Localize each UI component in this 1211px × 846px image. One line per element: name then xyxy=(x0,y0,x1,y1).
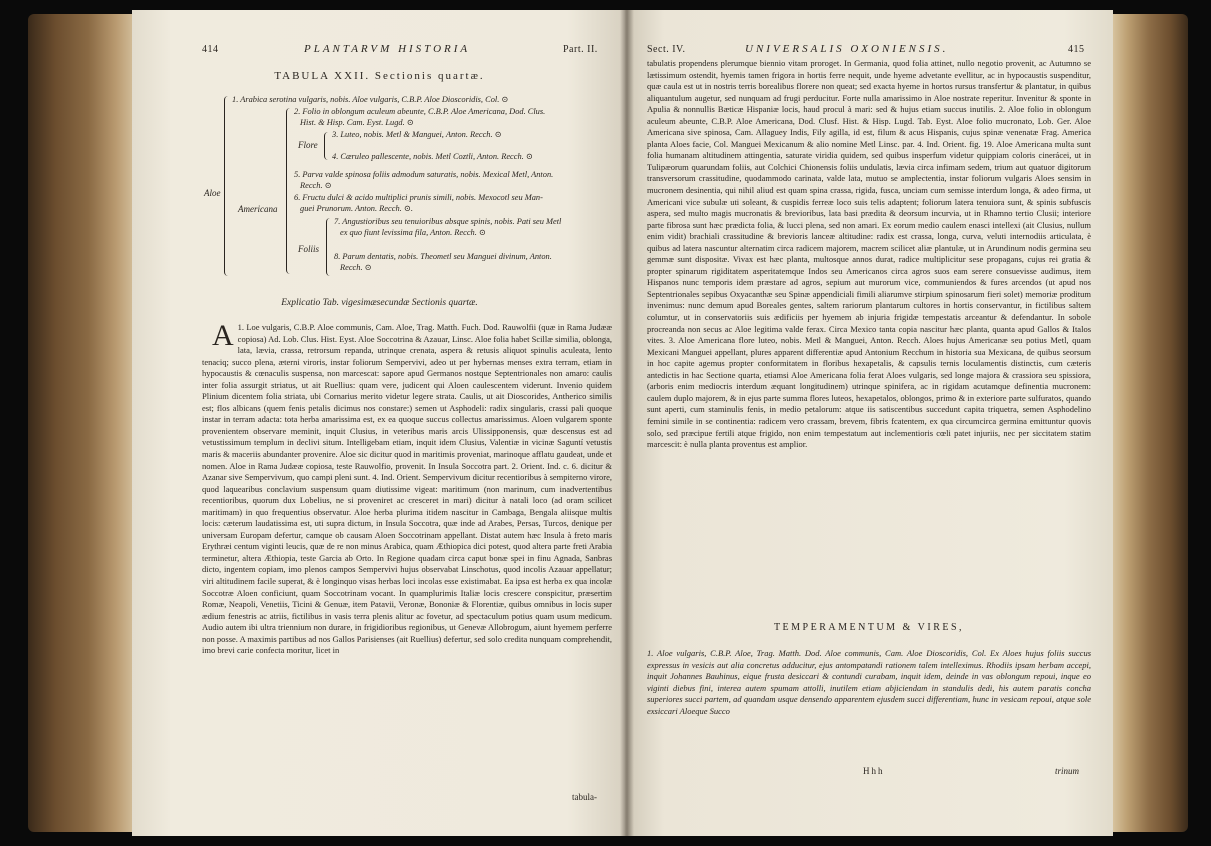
virtues-paragraph: 1. Aloe vulgaris, C.B.P. Aloe, Trag. Matth. Dod. Aloe communis, Cam. Aloe Dioscoridis, Col. Ex Aloes hujus foliis succus expressus in vesicis aut alia concretus adducitur, ejus antompatandi rationem talem intelleximus. Rhodiis ipsam herbam accepi, inquit Johannes Bauhinus, eique frusta desiccari & contundi curabam, inquit idem, deinde in vas oblongum repoui, inque eo viginti diebus fini, interea autem spumam attolli, inutilem etiam abjiciendam in standulis dedi, his autem paratis concha superiores succi partem, ad quandam usque densendo apparentem ejusdem succi differentiam, hunc in vesicam repoui, atque sole exsiccari Aloeque Succo xyxy=(647,648,1091,716)
tree-item-2b: Hist. & Hisp. Cam. Eyst. Lugd. ⊙ xyxy=(300,118,414,127)
book-gutter xyxy=(620,10,634,836)
tree-item-7a: 7. Angustioribus seu tenuioribus absque spinis, nobis. Pati seu Metl xyxy=(334,217,562,226)
aloe-label: Aloe xyxy=(204,188,221,198)
left-body-text xyxy=(202,322,612,790)
left-body-paragraph: 1. Loe vulgaris, C.B.P. Aloe communis, Cam. Aloe, Trag. Matth. Fuch. Dod. Rauwolfii (quæ in Rama Judææ copiosa) Ad. Lob. Clus. Hist. Eyst. Aloe Soccotrina & Azauar, Linsc. Aloe folia habet Scillæ similia, oblonga, lata, lævia, crassa, retrorsum repanda, utrinque crenata, aspera & retusis aliquot spinulis aculeata, lento tenaciq; succo plena, æterni viroris, instar foliorum Sempervivi, adeo ut per hybernas menses extra terram, etiam in hypocaustis & cœnaculis suspensa, non marcescat: sapore apud Germanos nostque Septentrionales non amaro: caulis inter folia assurgit striatus, ut ait Ruellius: quam vere, judicent qui Aloen caulescentem viderunt. Invenio quidem Plinium dicentem folia striata, ubi Cornarius merito videtur legere strata. Caulis, ut ait Dioscorides, Antherico similis est; flos albicans (quem fenis petalis dicimus nos constare:) semen ut Asphodeli: radix singularis, crassi pali quoque instar in terram adacta: tota herba amarissima est, ex ea quoque succus collectus amarissimus. Aloen vulgarem sponte provenientem observare meminit, inquit Clusius, in veteribus maris arcis Ulissipponensis, quæ descensus est ad vetustissimum templum in declivi situm. Intelligebam etiam, inquit idem Clusius, Valentiæ in vicinæ Saguntí vetustis maris & maceriis abundanter provenire. Aloe sic dicitur quod in maritimis proveniat, marinoque afflatu gaudeat, unde et nomen. Aloe in Rama Judææ copiosa, teste Rauwolfio, provenit. In Insula Soccotra part. 2. Orient. Ind. c. 6. dicitur & Azanar sive Sempervivum, quo campi pleni sunt. 4. Ind. Orient. Sempervivum dicitur recentioribus à sempiterno virore, quod laquearibus conclavium suspensum quam diutissime vigeat: maritimum (non marinum, cum inadvertentibus recentioribus, quorum dux Lobelius, ne si proveniret ac cresceret in mari) dicitur à natali loco (ad oram scilicet maritimam) in quo frequentius observatur. Aloe herba plurima itidem nascitur in Cambaga, Bengala aliisque multis locis: cæterum laudatissima est, uti supra dictum, in Insula Soccotra, quæ inde ad Arabes, Persas, Turcos, denique per universam Europam defertur, camque ob causam Aloen Soccotrinam appellant. Distat autem hæc Insula à freto maris Erythræi centum viginti leucis, quæ de re non minus Arabica, quam Æthiopica dici potest, quod altera parte freti Arabia terminetur, altera Æthiopia, teste Garcia ab Orto. In Regione quadam circa caput bonæ spei in finu Agnada, Sanbras dicto, ingentem copiam, imo plenos campos Sempervivi hujus observabat Linschotus, quod incolis Azauar appellatur; viri altitudinem facile superat, & è longinquo visas herbas loci incolas esse existimabat. Ea ipsa est herba ex qua incolæ Soccotræ Aloen conficiunt, quam Soccotrinam vocant. In quamplurimis Italiæ locis crescere conspicitur, præsertim Romæ, Neapoli, Venetiis, Ticini & Genuæ, item Patavii, Veronæ, Bononiæ & Florentiæ, quibus omnibus in locis super ædium fenestris ac atriis, fictilibus in vasis terra plenis alitur ac fovetur, ad spectaculum potius quam usum medicum. Audio autem ibi ultra triennium non durare, in frigidioribus regionibus, ut Genevæ Allobrogum, aiunt hyemem perferre non posse. A maximis partibus ad nos Gallos Parisienses (ait Ruellius) defertur, sed solo credita nunquam comprehendit, imo brevi carie confecta moritur, licet in xyxy=(202,322,612,656)
outer-brace xyxy=(224,96,231,276)
tree-item-6a: 6. Fructu dulci & acido multiplici prunis simili, nobis. Mexocotl seu Man- xyxy=(294,193,543,202)
right-body-paragraph: tabulatis propendens plerumque biennio vitam proroget. In Germania, quod folia attinet, nullo negotio provenit, ac Autumno se lætissimum ostendit, hyemis tamen frigora in hortis ferre nequit, unde hyeme advetante evellitur, ac in hypocaustis suspenditur, quæ caula est ut in nostris terris borealibus florere non queat; sed exacta hyeme in hortos rursus transfertur & plantatur, in quibus aliquantulum augetur, sed nunquam ad frugi perducitur. Forte nulla amarissimo in Aloe nostrate reperitur. Invenitur & sponte in Apulia & nonnullis Bæticæ Hispaniæ locis, haud procul à mari: sed & hujus etiam succus inutilis. 2. Aloe folio in oblongum aculeum abeunte, C.B.P. Aloe Americana, Dod. Clusf. Hist. & Hisp. Lugd. Tab. Eyst. Aloe folio mucronato, Lob. Ger. Aloe Americana sive spinosa, Cam. Allaguey Indis, Fily agilla, id est, filum & acus Hispanis, cujus spinæ venenatæ Frag. America planta Aloes facie, Col. Manguei Mexicanum & alio nomine Metl Linsc. par. 4. Ind. Orient. fig. 19. Aloe Americana multa sunt folia humanam altitudinem attingentia, saturate viridia quidem, sed quibus insperfum videtur quippiam coloris cinerácei, ut in Tulipæorum quarundam foliis, aut Colchici Chionensis foliis undulatis, lævia circa infimam sedem, trium aut quatuor digitorum transversorum crassitudine, quodammodo carinata, valde lata, mutuo se amplectentia, instar foliorum vulgaris Aloes sensim in mucronem desinentia, qui nihil aliud est quam spina crassa, rigida, fusca, unciam cum semisse interdum longa, & adeo firma, ut Americani vice subulæ uti soleant, & cuspidis ferreæ loco suis telis adaptent; foliorum latera tenuiora sunt, & spinis subfuscis aspera, sed multo magis mucronatis & brevioribus, lata basi prædita & deorsum incurvia, ut in Rhamno tertio Clusii; interiore parte fibrosa sunt hæc prædicta folia, & lucci plena, sed non amari. Ex eorum medio caulem enasci intellexi (ait Clusius, nullum enim vidit) brachiali crassitudine & brevioris lanceæ altitudine: radix est crassa, longa, curva, veluti internodiis articulata, è quibus ad latera nascuntur alternatim circa radicem majorem, macrem scilicet aliæ plantulæ, ut in Arundinum nodis germina seu gemmæ sunt dispositæ. Vivax est hæc planta, multosque annos durat, radice multiplicitur sese propagans, cujus rei gratia & propter spinarum rigiditatem asperitatemque Indos seu Americanos circa agros suos eam serere consuevisse audimus, item Hispanos nunc temporis idem præstare ad agros, sepium aut murorum vice, communiendos & fures arcendos (ut apud nos Septentrionales sepibus Oxyacanthæ seu Spinæ appendiciali fimili aliarumve stirpium spinosarum fieri solet) memoriæ proditum invenimus: nunc demum apud Boreales gentes, saltem rariorum plantarum cultores in hortis conservantur, in fictilibus saltem columtur, ut in conservatoriis suis ædificiis per hyemem ab injuria frigidæ tempestatis arceantur & defendantur. In sobole procreanda non secus ac Aloe legitima valde ferax. Circa Mexico tanta copia nascitur hæc planta, quanta apud Gallos & Italos vites. 3. Aloe Americana flore luteo, nobis. Metl & Manguei, Anton. Recch. Aloes hujus Americanæ seu potius Metl, quam Mexicani Manguei appellant, plures apparent differentiæ apud Antonium Recchum in historia sua Mexicana, de quibus seorsum in hoc capite agemus propter conformitatem in floribus hexapetalis, & capsulis ternis loculamentis distinctis, cum cæteris antedictis in hac Sectione quarta, etiamsi Aloe Americana folia ferat Aloes vulgaris, sed longe majora & crassiora seu spissiora, (arboris enim mediocris interdum æquant longitudinem) utrinque spinifera, ac in rigidam acutamque definentia mucronem: caulem duplo majorem, & in ejus parte summa flores luteos, hexapetalos, oblongos, primo & in exteriore parte sulfuratos, quando sunt aperti, cum staminulis fenis, in medio petalorum: atque iis satiscentibus succedunt capita triquetra, semen Asphodelino femini simile in se continentia: radicem vero crassam, brevem, fibris fcatentem, ex qua circumcirca germina emittuntur quovis solo, sed præcipue fertili atque frigido, non enim tempestatum aut inclementioris cœli patet injuriis, nec per siccitatem statim marcescit: è nulla planta proventus est amplior. xyxy=(647,58,1091,450)
tree-item-3: 3. Luteo, nobis. Metl & Manguei, Anton. Recch. ⊙ xyxy=(332,130,502,139)
left-running-title: PLANTARVM HISTORIA xyxy=(304,43,471,55)
explicatio-heading: Explicatio Tab. vigesimæsecundæ Sectionis quartæ. xyxy=(281,298,478,308)
open-book xyxy=(28,10,1188,836)
flore-brace xyxy=(324,132,330,160)
temperamentum-heading: TEMPERAMENTUM & VIRES, xyxy=(773,622,965,633)
tree-item-6b: guei Prunorum. Anton. Recch. ⊙. xyxy=(300,204,413,213)
drop-cap: A xyxy=(212,322,234,352)
tree-item-4: 4. Cæruleo pallescente, nobis. Metl Coztli, Anton. Recch. ⊙ xyxy=(332,152,533,161)
tree-item-2a: 2. Folio in oblongum aculeum abeunte, C.B.P. Aloe Americana, Dod. Clus. xyxy=(294,107,546,116)
right-body-text xyxy=(647,58,1091,614)
tree-item-5b: Recch. ⊙ xyxy=(300,181,332,190)
foliis-label: Foliis xyxy=(298,244,320,254)
left-page xyxy=(132,10,627,836)
section-label: Sect. IV. xyxy=(647,44,686,55)
americana-brace xyxy=(286,108,293,274)
virtues-text xyxy=(647,648,1091,760)
right-catchword: trinum xyxy=(1055,766,1080,776)
foliis-brace xyxy=(326,218,332,276)
flore-label: Flore xyxy=(298,140,318,150)
right-page-edges xyxy=(1110,14,1188,832)
right-page-number: 415 xyxy=(1068,44,1085,55)
part-label: Part. II. xyxy=(563,44,598,55)
right-running-title: UNIVERSALIS OXONIENSIS. xyxy=(745,43,949,55)
tree-item-7b: ex quo fiunt levissima fila, Anton. Recch. ⊙ xyxy=(340,228,486,237)
tree-item-5a: 5. Parva valde spinosa foliis admodum saturatis, nobis. Mexical Metl, Anton. xyxy=(294,170,554,179)
table-title: TABULA XXII. Sectionis quartæ. xyxy=(274,70,485,82)
signature-mark: Hhh xyxy=(863,766,885,776)
right-page xyxy=(625,10,1113,836)
left-page-edges xyxy=(28,14,138,832)
left-catchword: tabula- xyxy=(572,792,597,802)
left-page-number: 414 xyxy=(202,44,219,55)
tree-item-1: 1. Arabica serotina vulgaris, nobis. Aloe vulgaris, C.B.P. Aloe Dioscoridis, Col. ⊙ xyxy=(232,95,509,104)
tree-item-8a: 8. Parum dentatis, nobis. Theometl seu Manguei divinum, Anton. xyxy=(334,252,552,261)
tree-item-8b: Recch. ⊙ xyxy=(340,263,372,272)
americana-label: Americana xyxy=(238,204,278,214)
